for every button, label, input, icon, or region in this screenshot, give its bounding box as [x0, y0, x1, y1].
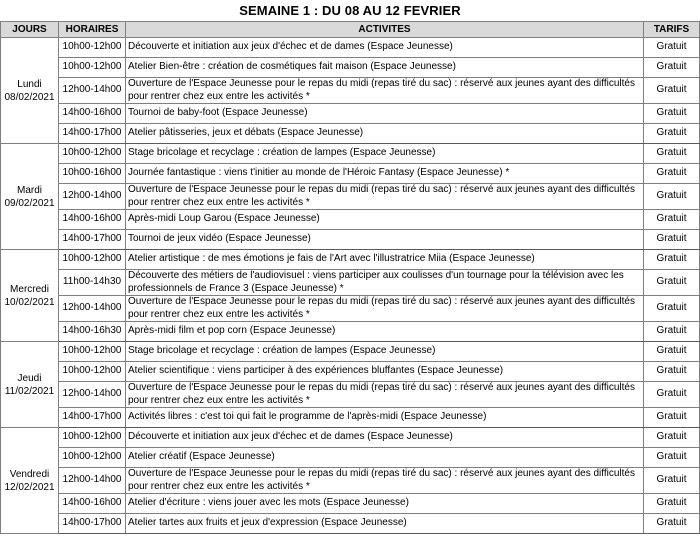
price-cell: Gratuit: [644, 468, 700, 494]
activity-cell: Ouverture de l'Espace Jeunesse pour le repas du midi (repas tiré du sac) : réservé aux jeunes ayant des difficultés pour rentrer chez eux entre les activités *: [126, 468, 644, 494]
header-activity: ACTIVITES: [126, 22, 644, 38]
time-cell: 12h00-14h00: [59, 468, 126, 494]
table-row: [1, 164, 700, 184]
day-cell: [1, 144, 59, 250]
activity-cell: Atelier pâtisseries, jeux et débats (Espace Jeunesse): [126, 124, 644, 144]
day-date: 10/02/2021: [4, 296, 55, 308]
activity-cell: Atelier tartes aux fruits et jeux d'expression (Espace Jeunesse): [126, 514, 644, 534]
activity-cell: Ouverture de l'Espace Jeunesse pour le repas du midi (repas tiré du sac) : réservé aux jeunes ayant des difficultés pour rentrer chez eux entre les activités *: [126, 184, 644, 210]
price-cell: Gratuit: [644, 382, 700, 408]
time-cell: 14h00-16h30: [59, 322, 126, 342]
activity-cell: Atelier d'écriture : viens jouer avec les mots (Espace Jeunesse): [126, 494, 644, 514]
activity-cell: Atelier artistique : de mes émotions je fais de l'Art avec l'illustratrice Miia (Espace Jeunesse): [126, 250, 644, 270]
table-row: [1, 494, 700, 514]
price-cell: Gratuit: [644, 270, 700, 296]
schedule-table: [0, 21, 700, 534]
price-cell: Gratuit: [644, 230, 700, 250]
header-price: TARIFS: [644, 22, 700, 38]
time-cell: 14h00-16h00: [59, 104, 126, 124]
price-cell: Gratuit: [644, 514, 700, 534]
header-day: JOURS: [1, 22, 59, 38]
time-cell: 10h00-12h00: [59, 362, 126, 382]
activity-cell: Atelier scientifique : viens participer à des expériences bluffantes (Espace Jeunesse): [126, 362, 644, 382]
price-cell: Gratuit: [644, 250, 700, 270]
table-row: [1, 514, 700, 534]
table-row: [1, 408, 700, 428]
price-cell: Gratuit: [644, 362, 700, 382]
price-cell: Gratuit: [644, 428, 700, 448]
day-name: Jeudi: [17, 372, 42, 384]
table-row: [1, 428, 700, 448]
header-time: HORAIRES: [59, 22, 126, 38]
table-row: [1, 322, 700, 342]
activity-cell: Journée fantastique : viens t'initier au monde de l'Héroic Fantasy (Espace Jeunesse) *: [126, 164, 644, 184]
time-cell: 12h00-14h00: [59, 184, 126, 210]
table-row: [1, 104, 700, 124]
activity-cell: Tournoi de jeux vidéo (Espace Jeunesse): [126, 230, 644, 250]
table-row: [1, 124, 700, 144]
activity-cell: Tournoi de baby-foot (Espace Jeunesse): [126, 104, 644, 124]
table-row: [1, 78, 700, 104]
time-cell: 14h00-17h00: [59, 124, 126, 144]
table-row: [1, 270, 700, 296]
day-name: Mercredi: [10, 283, 49, 295]
time-cell: 10h00-12h00: [59, 342, 126, 362]
activity-cell: Découverte des métiers de l'audiovisuel : viens participer aux coulisses d'un tournage pour la télévision avec les professionnels de France 3 (Espace Jeunesse) *: [126, 270, 644, 296]
time-cell: 10h00-12h00: [59, 428, 126, 448]
day-cell: [1, 428, 59, 534]
day-date: 11/02/2021: [4, 385, 55, 397]
price-cell: Gratuit: [644, 144, 700, 164]
activity-cell: Après-midi film et pop corn (Espace Jeunesse): [126, 322, 644, 342]
time-cell: 10h00-12h00: [59, 448, 126, 468]
activity-cell: Activités libres : c'est toi qui fait le programme de l'après-midi (Espace Jeunesse): [126, 408, 644, 428]
table-row: [1, 184, 700, 210]
table-row: [1, 382, 700, 408]
price-cell: Gratuit: [644, 78, 700, 104]
time-cell: 14h00-16h00: [59, 210, 126, 230]
table-row: [1, 296, 700, 322]
table-row: [1, 342, 700, 362]
price-cell: Gratuit: [644, 104, 700, 124]
table-row: [1, 38, 700, 58]
activity-cell: Ouverture de l'Espace Jeunesse pour le repas du midi (repas tiré du sac) : réservé aux jeunes ayant des difficultés pour rentrer chez eux entre les activités *: [126, 296, 644, 322]
schedule-title: SEMAINE 1 : DU 08 AU 12 FEVRIER: [239, 3, 461, 18]
price-cell: Gratuit: [644, 210, 700, 230]
price-cell: Gratuit: [644, 408, 700, 428]
day-date: 09/02/2021: [4, 197, 55, 209]
day-cell: [1, 342, 59, 428]
activity-cell: Atelier créatif (Espace Jeunesse): [126, 448, 644, 468]
activity-cell: Ouverture de l'Espace Jeunesse pour le repas du midi (repas tiré du sac) : réservé aux jeunes ayant des difficultés pour rentrer chez eux entre les activités *: [126, 78, 644, 104]
price-cell: Gratuit: [644, 38, 700, 58]
price-cell: Gratuit: [644, 164, 700, 184]
time-cell: 10h00-16h00: [59, 164, 126, 184]
table-row: [1, 468, 700, 494]
day-date: 12/02/2021: [4, 481, 55, 493]
price-cell: Gratuit: [644, 322, 700, 342]
time-cell: 12h00-14h00: [59, 296, 126, 322]
activity-cell: Atelier Bien-être : création de cosmétiques fait maison (Espace Jeunesse): [126, 58, 644, 78]
time-cell: 12h00-14h00: [59, 382, 126, 408]
time-cell: 10h00-12h00: [59, 144, 126, 164]
price-cell: Gratuit: [644, 296, 700, 322]
activity-cell: Stage bricolage et recyclage : création de lampes (Espace Jeunesse): [126, 342, 644, 362]
day-name: Vendredi: [9, 468, 50, 480]
day-cell: [1, 38, 59, 144]
activity-cell: Après-midi Loup Garou (Espace Jeunesse): [126, 210, 644, 230]
time-cell: 11h00-14h30: [59, 270, 126, 296]
time-cell: 14h00-17h00: [59, 230, 126, 250]
activity-cell: Stage bricolage et recyclage : création de lampes (Espace Jeunesse): [126, 144, 644, 164]
activity-cell: Ouverture de l'Espace Jeunesse pour le repas du midi (repas tiré du sac) : réservé aux jeunes ayant des difficultés pour rentrer chez eux entre les activités *: [126, 382, 644, 408]
table-row: [1, 250, 700, 270]
schedule-body: [1, 38, 700, 534]
day-cell: [1, 250, 59, 342]
time-cell: 14h00-16h00: [59, 494, 126, 514]
table-row: [1, 448, 700, 468]
price-cell: Gratuit: [644, 184, 700, 210]
time-cell: 12h00-14h00: [59, 78, 126, 104]
time-cell: 10h00-12h00: [59, 38, 126, 58]
day-name: Lundi: [17, 78, 42, 90]
table-row: [1, 362, 700, 382]
activity-cell: Découverte et initiation aux jeux d'échec et de dames (Espace Jeunesse): [126, 428, 644, 448]
price-cell: Gratuit: [644, 58, 700, 78]
price-cell: Gratuit: [644, 494, 700, 514]
header-row: [1, 22, 700, 38]
time-cell: 10h00-12h00: [59, 58, 126, 78]
day-name: Mardi: [16, 184, 42, 196]
table-row: [1, 58, 700, 78]
price-cell: Gratuit: [644, 342, 700, 362]
price-cell: Gratuit: [644, 448, 700, 468]
table-row: [1, 230, 700, 250]
activity-cell: Découverte et initiation aux jeux d'échec et de dames (Espace Jeunesse): [126, 38, 644, 58]
table-row: [1, 210, 700, 230]
time-cell: 10h00-12h00: [59, 250, 126, 270]
table-row: [1, 144, 700, 164]
day-date: 08/02/2021: [4, 91, 55, 103]
time-cell: 14h00-17h00: [59, 408, 126, 428]
time-cell: 14h00-17h00: [59, 514, 126, 534]
price-cell: Gratuit: [644, 124, 700, 144]
